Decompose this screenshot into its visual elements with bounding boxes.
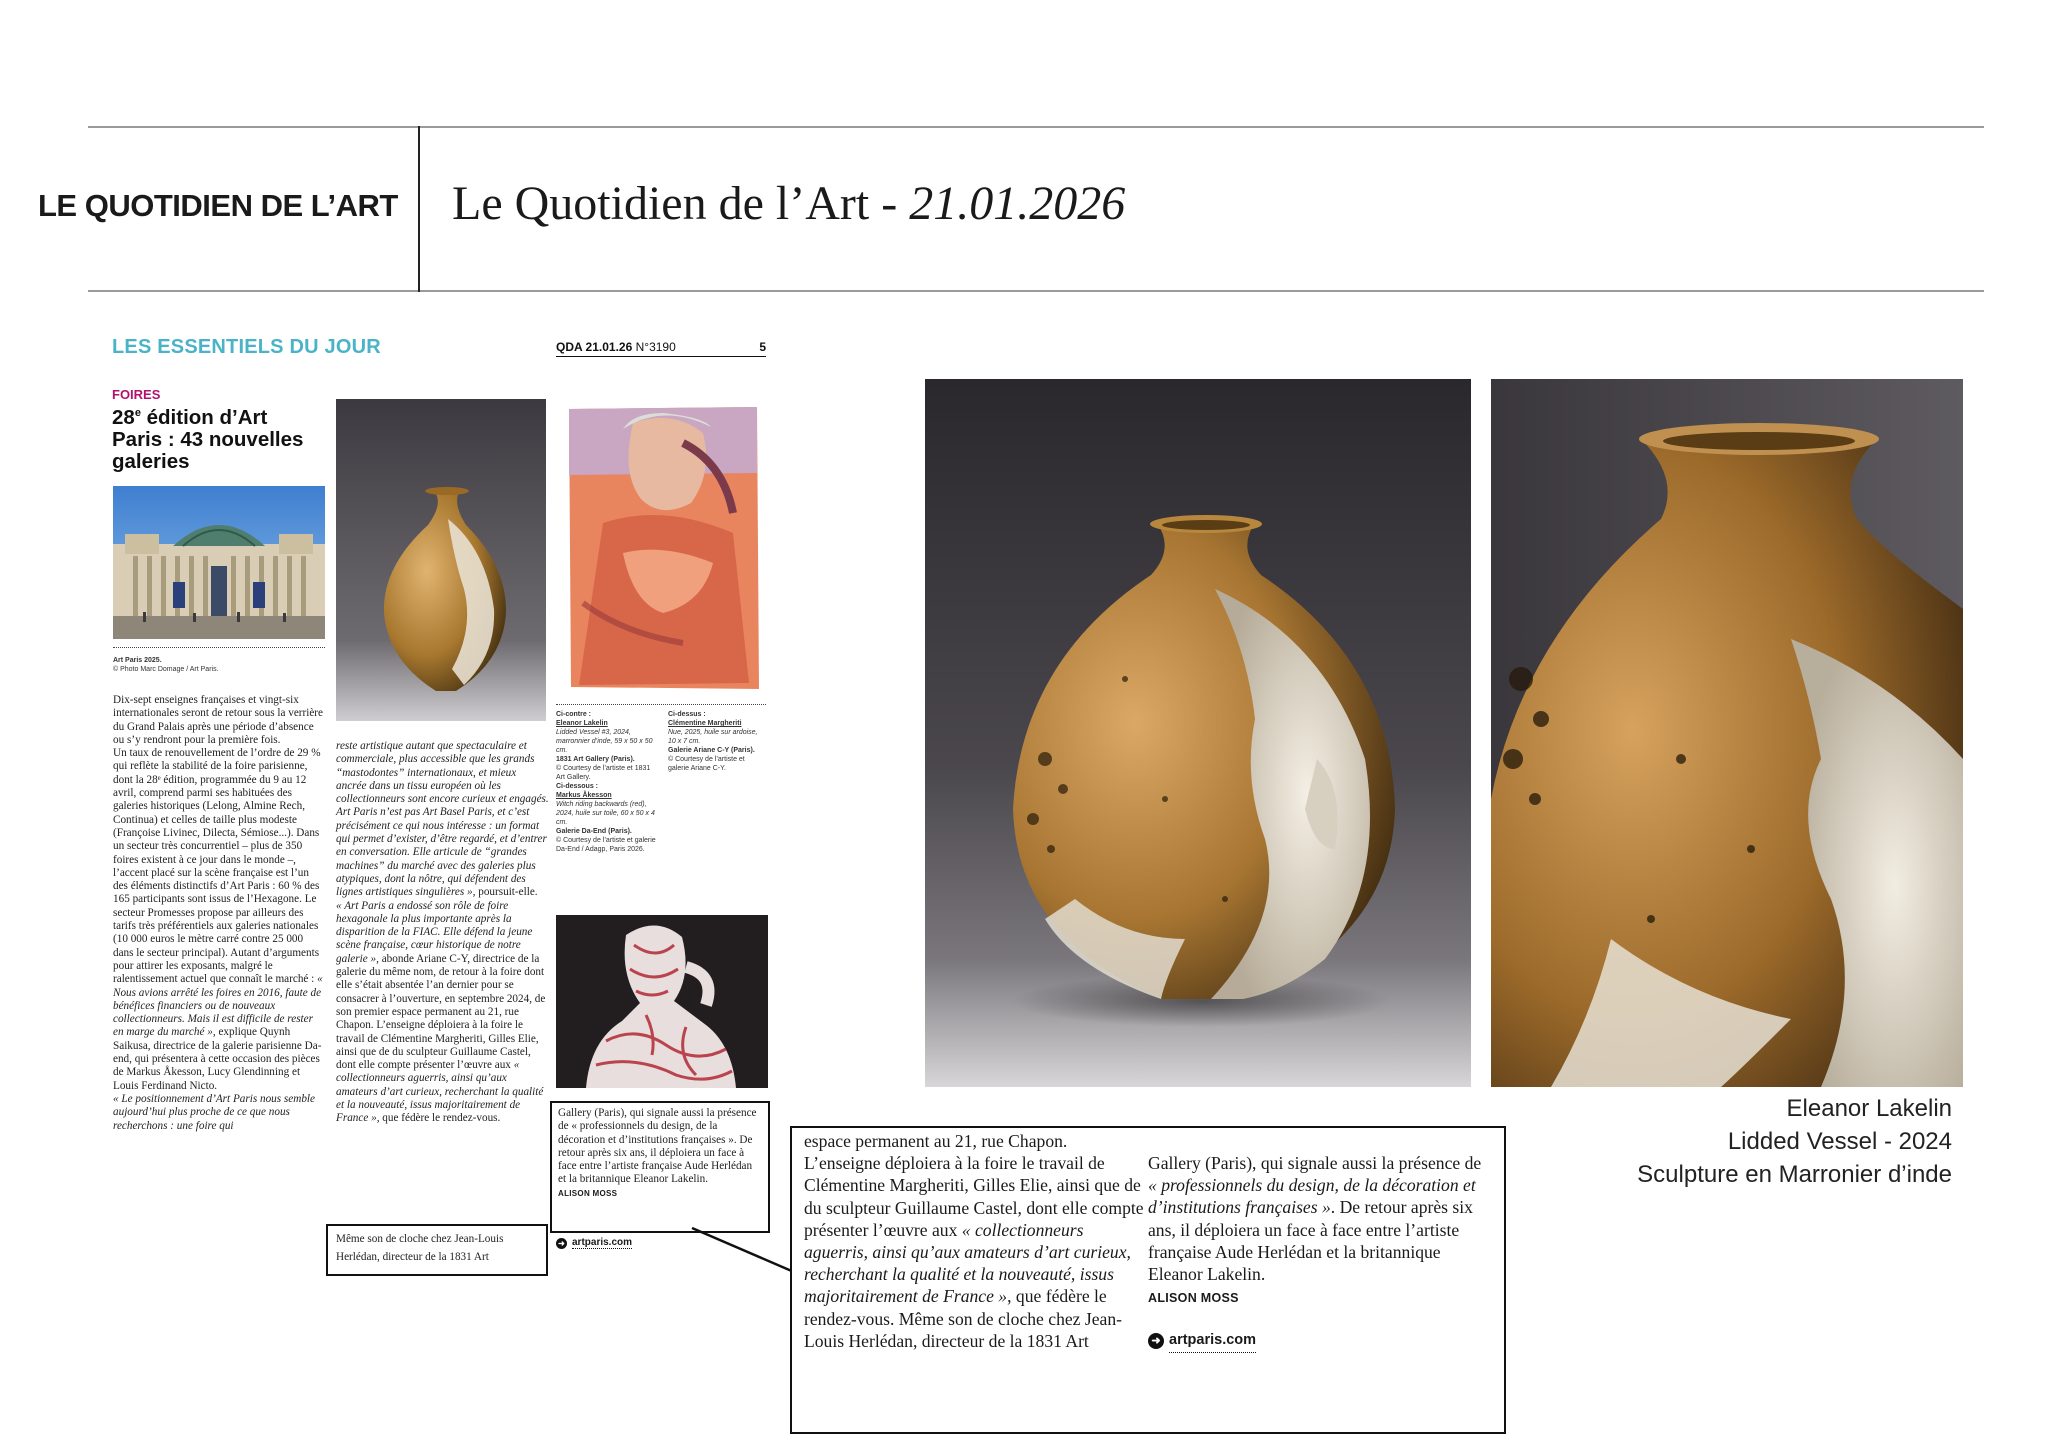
article-column-2: reste artistique autant que spectaculaire et commerciale, plus accessible que les grands “mastodontes” internationaux, et mieux ancrée dans un tissu européen où les collectionneurs sont encore curieux et engagés. Art Paris n’est pas Art Basel Paris, et c’est précisément ce qui nous intéresse : un format qui permet d’exister, d’être regardé, et d’entrer en conversation. Elle articule de “grandes machines” du marché avec des galeries plus atypiques, dont la nôtre, qui défendent des lignes artistiques singulières », poursuit-elle. « Art Paris a endossé son rôle de foire hexagonale la plus importante après la disparition de la FIAC. Elle défend la jeune scène française, cœur historique de notre galerie », abonde Ariane C-Y, directrice de la galerie du même nom, de retour à la foire dont elle s’était absentée l’an dernier pour se consacrer à l’ouverture, en septembre 2024, de son premier espace permanent au 21, rue Chapon. L’enseigne déploiera à la foire le travail de Clémentine Margheriti, Gilles Elie, ainsi que de du sculpteur Guillaume Castel, dont elle compte présenter l’œuvre aux « collectionneurs aguerris, ainsi qu’aux amateurs d’art curieux, recherchant la qualité et la nouveauté, issus majoritairement de France », que fédère le rendez-vous. [336, 740, 549, 1125]
issue-line [556, 340, 766, 357]
credit-artist: Eleanor Lakelin [1786, 1095, 1952, 1122]
page-title [452, 176, 1125, 231]
page-number: 5 [759, 340, 766, 354]
grand-palais-photo [113, 486, 325, 639]
caption-rule-2 [556, 704, 766, 705]
artparis-link-small[interactable]: ➜ artparis.com [556, 1237, 632, 1249]
article-section: FOIRES [112, 387, 161, 402]
article-column-1: Dix-sept enseignes françaises et vingt-six internationales seront de retour sous la verrière du Grand Palais après une période d’absence ou s’y rendront pour la première fois. Un taux de renouvellement de l’ordre de 29 % qui reflète la stabilité de la foire parisienne, dont la 28ᵉ édition, programmée du 9 au 12 avril, comprend parmi ses habituées des galeries historiques (Lelong, Almine Rech, Continua) et celles de taille plus modeste (Françoise Livinec, Dilecta, Sémiose...). Dans un secteur très concurrentiel – plus de 350 foires existent à ce jour dans le monde –, l’accent placé sur la scène française est l’un des éléments distinctifs d’Art Paris : 60 % des 165 participants sont issus de l’Hexagone. Le secteur Promesses propose par ailleurs des tarifs très préférentiels aux galeries nationales (10 000 euros le mètre carré contre 25 000 dans le secteur principal). Autant d’arguments pour attirer les exposants, malgré le ralentissement actuel que connaît le marché : « Nous avions arrêté les foires en 2016, faute de bénéfices financiers ou de nouveaux collectionneurs. Mais il est difficile de rester en marge du marché », explique Quynh Saikusa, directrice de la galerie parisienne Da-end, qui présentera à cette occasion des pièces de Markus Åkesson, Lucy Glendinning et Louis Ferdinand Nicto. « Le positionnement d’Art Paris nous semble aujourd’hui plus proche de ce que nous recherchons : une foire qui [113, 694, 323, 1132]
article-headline: 28e édition d’Art Paris : 43 nouvelles galeries [112, 405, 304, 473]
credit-work: Lidded Vessel - 2024 [1727, 1128, 1952, 1155]
artparis-link-label: artparis.com [1169, 1329, 1256, 1352]
margheriti-painting [563, 403, 763, 693]
zoom-author: ALISON MOSS [1148, 1291, 1239, 1306]
title-prefix: Le Quotidien de l’Art - [452, 177, 910, 230]
vase-photo-small [336, 399, 546, 721]
caption-left: Ci-contre : Eleanor Lakelin Lidded Vessel #3, 2024, marronnier d’inde, 59 x 50 x 50 cm. 1831 Art Gallery (Paris). © Courtesy de l’artiste et 1831 Art Gallery. Ci-dessous : Markus Åkesson Witch riding backwards (red), 2024, huile sur toile, 60 x 50 x 4 cm. Galerie Da-End (Paris). © Courtesy de l’artiste et galerie Da-End / Adagp, Paris 2026. [556, 711, 656, 853]
vase-photo-detail [1491, 379, 1963, 1087]
caption-right: Ci-dessus : Clémentine Margheriti Nue, 2025, huile sur ardoise, 10 x 7 cm. Galerie Ariane C-Y (Paris). © Courtesy de l’artiste et galerie Ariane C-Y. [668, 711, 758, 772]
header-divider [418, 126, 420, 292]
bottom-rule [88, 290, 1984, 292]
artparis-link[interactable] [1148, 1329, 1492, 1352]
section-kicker: LES ESSENTIELS DU JOUR [112, 336, 381, 358]
caption-rule [113, 647, 325, 648]
title-date: 21.01.2026 [909, 177, 1126, 230]
arrow-right-icon: ➜ [1148, 1333, 1164, 1349]
highlight-box-left: Même son de cloche chez Jean-Louis Herlédan, directeur de la 1831 Art [326, 1224, 548, 1276]
zoomed-excerpt [790, 1126, 1506, 1434]
issue-number: N°3190 [635, 340, 676, 354]
issue-date: QDA 21.01.26 [556, 340, 633, 354]
top-rule [88, 126, 1984, 128]
arrow-right-icon: ➜ [556, 1238, 567, 1249]
highlight-box-right: Gallery (Paris), qui signale aussi la présence de « professionnels du design, de la décoration et d’institutions françaises ». De retour après six ans, il déploiera un face à face entre l’artiste française Aude Herlédan et la britannique Eleanor Lakelin. ALISON MOSS [550, 1101, 770, 1233]
zoom-left-text: espace permanent au 21, rue Chapon. L’enseigne déploiera à la foire le travail de Clémentine Margheriti, Gilles Elie, ainsi que de du sculpteur Guillaume Castel, dont elle compte présenter l’œuvre aux « collectionneurs aguerris, ainsi qu’aux amateurs d’art curieux, recherchant la qualité et la nouveauté, issus majoritairement de France », que fédère le rendez-vous. Même son de cloche chez Jean-Louis Herlédan, directeur de la 1831 Art [804, 1131, 1144, 1351]
credit-medium: Sculpture en Marronier d’inde [1637, 1161, 1952, 1188]
brand-logo: LE QUOTIDIEN DE L’ART [38, 188, 398, 223]
zoom-right-text: Gallery (Paris), qui signale aussi la présence de « professionnels du design, de la décoration et d’institutions françaises ». De retour après six ans, il déploiera un face à face entre l’artiste française Aude Herlédan et la britannique Eleanor Lakelin. ALISON MOSS ➜ artparis.com [1148, 1152, 1492, 1353]
photo1-caption: Art Paris 2025. © Photo Marc Domage / Art Paris. [113, 657, 219, 673]
vase-photo-full [925, 379, 1471, 1087]
zoom-connector [690, 1226, 800, 1276]
akesson-painting [556, 915, 768, 1088]
artwork-credit [1637, 1092, 1952, 1191]
